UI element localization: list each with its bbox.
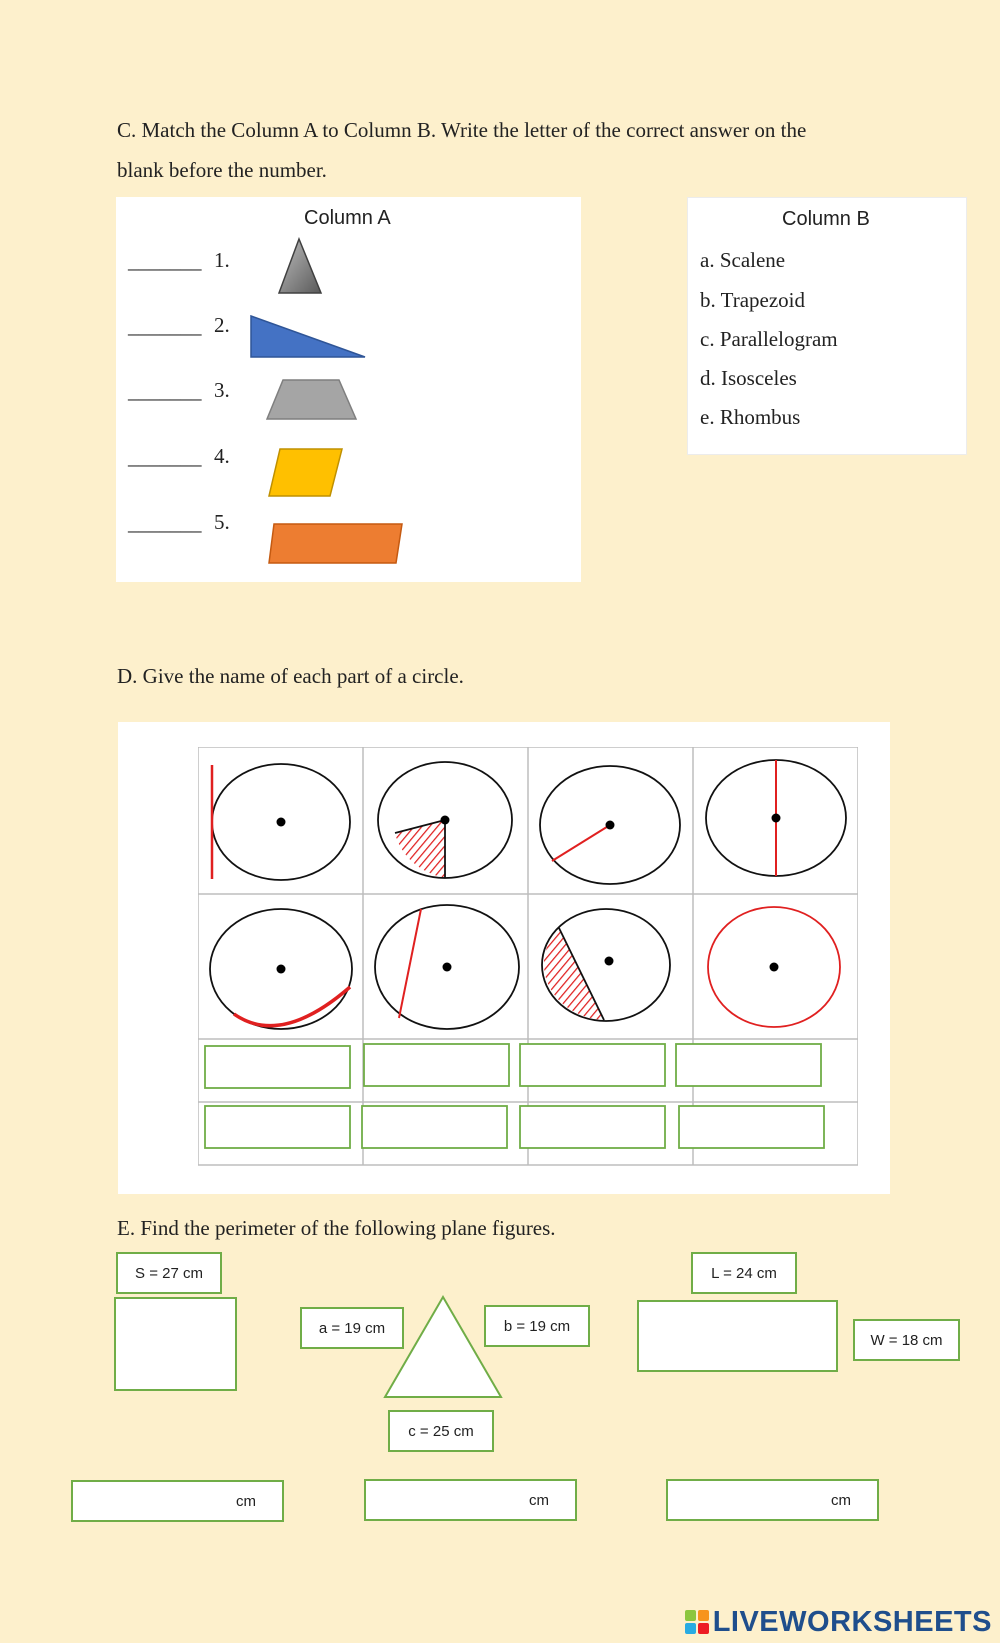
isosceles-triangle-shape — [276, 237, 326, 295]
column-b-title: Column B — [782, 208, 870, 230]
option-b: b. Trapezoid — [700, 288, 805, 312]
circle-chord — [375, 905, 519, 1029]
parallelogram-shape — [268, 523, 404, 565]
answer-box-row2-2[interactable] — [362, 1106, 507, 1148]
answer-blank-3[interactable]: _______ — [128, 379, 202, 403]
answer-blank-1[interactable]: _______ — [128, 249, 202, 273]
triangle-side-a-label: a = 19 cm — [300, 1307, 404, 1349]
square-perimeter-answer[interactable] — [71, 1480, 284, 1522]
item-number-2: 2. — [214, 313, 230, 337]
answer-blank-2[interactable]: _______ — [128, 314, 202, 338]
column-a-panel — [116, 197, 581, 582]
answer-box-row1-4[interactable] — [676, 1044, 821, 1086]
circle-arc — [210, 909, 352, 1029]
circle-tangent — [212, 764, 350, 880]
rhombus-shape — [268, 448, 344, 498]
triangle-side-c-label: c = 25 cm — [388, 1410, 494, 1452]
circle-segment — [542, 909, 670, 1021]
unit-label: cm — [529, 1492, 549, 1509]
answer-box-row2-3[interactable] — [520, 1106, 665, 1148]
circle-radius — [540, 766, 680, 884]
scalene-triangle-shape — [250, 315, 368, 360]
rectangle-width-label: W = 18 cm — [853, 1319, 960, 1361]
trapezoid-shape — [266, 379, 358, 421]
column-b-panel — [687, 197, 967, 455]
brand-name: LIVEWORKSHEETS — [712, 1605, 992, 1638]
answer-blank-4[interactable]: _______ — [128, 445, 202, 469]
triangle-side-b-label: b = 19 cm — [484, 1305, 590, 1347]
section-d-instruction: D. Give the name of each part of a circle. — [117, 664, 464, 688]
item-number-5: 5. — [214, 510, 230, 534]
option-a: a. Scalene — [700, 248, 786, 272]
unit-label: cm — [831, 1492, 851, 1509]
item-number-3: 3. — [214, 378, 230, 402]
section-e-instruction: E. Find the perimeter of the following plane figures. — [117, 1216, 556, 1240]
answer-box-row1-1[interactable] — [205, 1046, 350, 1088]
triangle-perimeter-answer[interactable] — [364, 1479, 577, 1521]
circle-sector — [378, 762, 512, 878]
answer-box-row1-3[interactable] — [520, 1044, 665, 1086]
square-side-label: S = 27 cm — [116, 1252, 222, 1294]
circle-diameter — [706, 760, 846, 876]
rectangle-perimeter-answer[interactable] — [666, 1479, 879, 1521]
rectangle-shape — [637, 1300, 838, 1372]
circle-parts-grid — [198, 747, 858, 1167]
grid-lines — [198, 747, 858, 1165]
answer-box-row2-1[interactable] — [205, 1106, 350, 1148]
option-e: e. Rhombus — [700, 405, 801, 429]
item-number-1: 1. — [214, 248, 230, 272]
section-c-instruction-line1: C. Match the Column A to Column B. Write the letter of the correct answer on the — [117, 118, 807, 142]
column-a-title: Column A — [304, 207, 391, 229]
circle-parts-panel — [118, 722, 890, 1194]
unit-label: cm — [236, 1493, 256, 1510]
answer-blank-5[interactable]: _______ — [128, 511, 202, 535]
logo-icon — [685, 1610, 709, 1634]
rectangle-length-label: L = 24 cm — [691, 1252, 797, 1294]
option-c: c. Parallelogram — [700, 327, 838, 351]
section-c-instruction-line2: blank before the number. — [117, 158, 327, 182]
answer-box-row2-4[interactable] — [679, 1106, 824, 1148]
item-number-4: 4. — [214, 444, 230, 468]
square-shape — [114, 1297, 237, 1391]
answer-box-row1-2[interactable] — [364, 1044, 509, 1086]
circle-circumference — [708, 907, 840, 1027]
liveworksheets-logo — [685, 1605, 992, 1639]
option-d: d. Isosceles — [700, 366, 797, 390]
